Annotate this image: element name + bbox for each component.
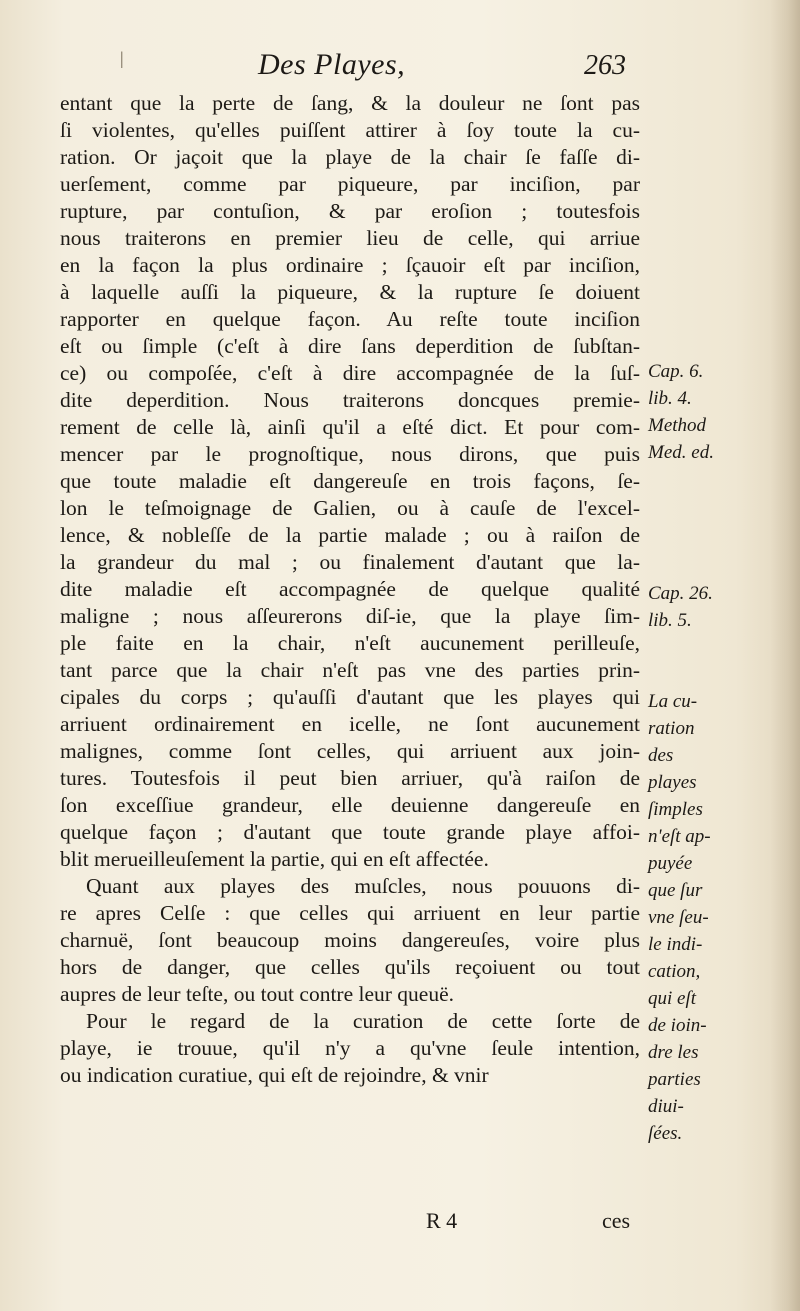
text-line: cipales du corps ; qu'auſſi d'autant que les playes qui	[60, 685, 640, 709]
text-line: ſi violentes, qu'elles puiſſent attirer à ſoy toute la cu-	[60, 118, 640, 142]
text-line: nous traiterons en premier lieu de celle, qui arriue	[60, 226, 640, 250]
margin-note-line: lib. 5.	[648, 610, 692, 631]
text-line: ple faite en la chair, n'eſt aucunement perilleuſe,	[60, 631, 640, 655]
text-line: quelque façon ; d'autant que toute grande playe affoi-	[60, 820, 640, 844]
text-line: malignes, comme ſont celles, qui arriuent aux join-	[60, 739, 640, 763]
ink-mark: |	[120, 48, 124, 68]
text-line: que toute maladie eſt dangereuſe en trois façons, ſe-	[60, 469, 640, 493]
margin-note-line: Med. ed.	[648, 442, 714, 463]
margin-note-line: vne ſeu-	[648, 907, 709, 928]
margin-note-line: ſimples	[648, 799, 703, 820]
text-line: eſt ou ſimple (c'eſt à dire ſans deperdition de ſubſtan-	[60, 334, 640, 358]
text-line: tures. Toutesfois il peut bien arriuer, qu'à raiſon de	[60, 766, 640, 790]
text-line: dite deperdition. Nous traiterons doncques premie-	[60, 388, 640, 412]
text-line: lence, & nobleſſe de la partie malade ; ou à raiſon de	[60, 523, 640, 547]
text-line: tant parce que la chair n'eſt pas vne des parties prin-	[60, 658, 640, 682]
text-line: Pour le regard de la curation de cette ſorte de	[86, 1009, 640, 1033]
text-line: aupres de leur teſte, ou tout contre leur queuë.	[60, 982, 455, 1006]
text-line: ou indication curatiue, qui eſt de rejoindre, & vnir	[60, 1063, 489, 1087]
text-line: ration. Or jaçoit que la playe de la chair ſe faſſe di-	[60, 145, 640, 169]
running-head-title: Des Playes,	[258, 48, 406, 81]
text-line: ſon exceſſiue grandeur, elle deuienne dangereuſe en	[60, 793, 640, 817]
margin-note-line: de ioin-	[648, 1015, 707, 1036]
text-line: playe, ie trouue, qu'il n'y a qu'vne ſeule intention,	[60, 1036, 640, 1060]
margin-note-line: cation,	[648, 961, 701, 982]
text-line: la grandeur du mal ; ou finalement d'autant que la-	[60, 550, 640, 574]
body-text	[60, 90, 640, 1089]
margin-note-line: lib. 4.	[648, 388, 692, 409]
page-gutter-shadow	[770, 0, 800, 1311]
text-line: ce) ou compoſée, c'eſt à dire accompagnée de la ſuſ-	[60, 361, 640, 385]
text-line: maligne ; nous aſſeurerons diſ-ie, que la playe ſim-	[60, 604, 640, 628]
text-line: Quant aux playes des muſcles, nous pouuons di-	[86, 874, 640, 898]
text-line: arriuent ordinairement en icelle, ne ſont aucunement	[60, 712, 640, 736]
margin-note-line: ſées.	[648, 1123, 683, 1144]
page-number: 263	[584, 50, 626, 81]
margin-note-line: des	[648, 745, 674, 766]
page-footer	[0, 1208, 800, 1238]
margin-note-line: playes	[648, 772, 697, 793]
text-line: lon le teſmoignage de Galien, ou à cauſe de l'excel-	[60, 496, 640, 520]
text-line: blit merueilleuſement la partie, qui en eſt affectée.	[60, 847, 489, 871]
text-line: à laquelle auſſi la piqueure, & la rupture ſe doiuent	[60, 280, 640, 304]
text-line: rapporter en quelque façon. Au reſte toute inciſion	[60, 307, 640, 331]
text-line: dite maladie eſt accompagnée de quelque qualité	[60, 577, 640, 601]
text-line: entant que la perte de ſang, & la douleur ne ſont pas	[60, 91, 640, 115]
text-line: en la façon la plus ordinaire ; ſçauoir eſt par inciſion,	[60, 253, 640, 277]
margin-note-line: parties	[648, 1069, 701, 1090]
margin-note-line: Cap. 26.	[648, 583, 713, 604]
margin-note-line: Cap. 6.	[648, 361, 704, 382]
text-line: hors de danger, que celles qu'ils reçoiuent ou tout	[60, 955, 640, 979]
text-line: rement de celle là, ainſi qu'il a eſté dict. Et pour com-	[60, 415, 640, 439]
catchword: ces	[602, 1208, 631, 1233]
margin-note-line: puyée	[648, 853, 693, 874]
margin-note-line: La cu-	[648, 691, 698, 712]
text-line: uerſement, comme par piqueure, par inciſion, par	[60, 172, 640, 196]
margin-note-line: ration	[648, 718, 695, 739]
margin-note-line: que ſur	[648, 880, 703, 901]
text-line: mencer par le prognoſtique, nous dirons, que puis	[60, 442, 640, 466]
margin-note-line: qui eſt	[648, 988, 697, 1009]
text-line: charnuë, ſont beaucoup moins dangereuſes, voire plus	[60, 928, 640, 952]
margin-note-line: n'eſt ap-	[648, 826, 711, 847]
margin-note-line: Method	[648, 415, 707, 436]
signature-mark: R 4	[426, 1208, 458, 1233]
margin-note-line: diui-	[648, 1096, 684, 1117]
margin-note-line: le indi-	[648, 934, 703, 955]
margin-note-line: dre les	[648, 1042, 699, 1063]
text-line: re apres Celſe : que celles qui arriuent en leur partie	[60, 901, 640, 925]
text-line: rupture, par contuſion, & par eroſion ; toutesfois	[60, 199, 640, 223]
